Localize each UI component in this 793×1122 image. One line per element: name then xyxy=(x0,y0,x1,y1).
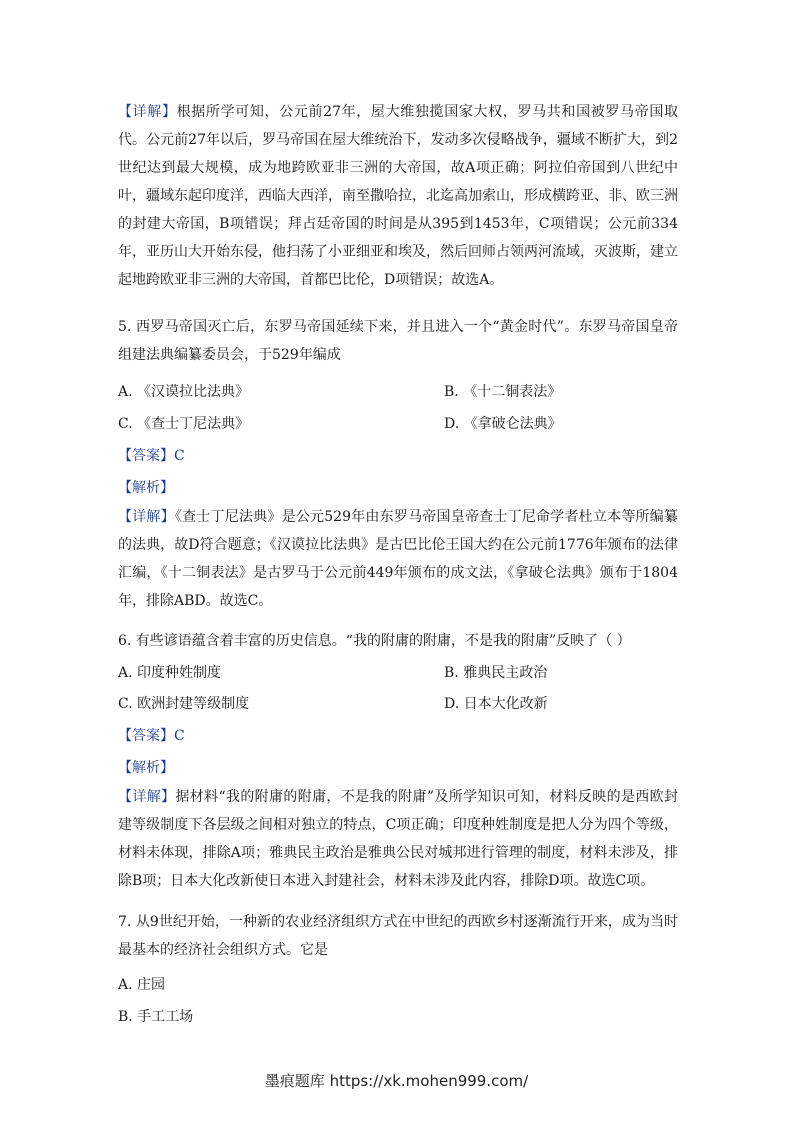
q5-option-b: B. 《十二铜表法》 xyxy=(444,384,562,400)
explanation-text: 根据所学可知，公元前27年，屋大维独揽国家大权，罗马共和国被罗马帝国取代。公元前27年以后，罗马帝国在屋大维统治下，发动多次侵略战争，疆域不断扩大，到2世纪达到最大规模，成为地跨欧亚非三洲的大帝国，故A项正确；阿拉伯帝国到八世纪中叶，疆域东起印度洋，西临大西洋，南至撒哈拉，北迄高加索山，形成横跨亚、非、欧三洲的封建大帝国，B项错误；拜占廷帝国的时间是从395到1453年，C项错误；公元前334年，亚历山大开始东侵，他扫荡了小亚细亚和埃及，然后回师占领两河流域，灭波斯，建立起地跨欧亚非三洲的大帝国，首都巴比伦，D项错误；故选A。 xyxy=(118,104,679,288)
explanation-tag: 【详解】 xyxy=(118,104,177,120)
q5-analysis-label: 【解析】 xyxy=(118,480,174,496)
q6-analysis-label: 【解析】 xyxy=(118,760,174,776)
q6-option-b: B. 雅典民主政治 xyxy=(444,665,548,681)
question-5-stem: 5. 西罗马帝国灭亡后，东罗马帝国延续下来，并且进入一个“黄金时代”。东罗马帝国皇帝组建法典编纂委员会，于529年编成 xyxy=(118,319,678,363)
q6-option-d: D. 日本大化改新 xyxy=(444,696,548,712)
q6-option-c: C. 欧洲封建等级制度 xyxy=(118,696,250,712)
explanation-tag: 【详解】 xyxy=(118,789,176,805)
q5-explanation xyxy=(118,503,678,615)
q5-option-c: C. 《查士丁尼法典》 xyxy=(118,416,250,432)
q7-option-a: A. 庄园 xyxy=(118,977,166,993)
q6-explanation xyxy=(118,783,678,895)
explanation-text: 据材料“我的附庸的附庸，不是我的附庸”及所学知识可知，材料反映的是西欧封建等级制度下各层级之间相对独立的特点，C项正确；印度种姓制度是把人分为四个等级，材料未体现，排除A项；雅典民主政治是雅典公民对城邦进行管理的制度，材料未涉及，排除B项；日本大化改新使日本进入封建社会，材料未涉及此内容，排除D项。故选C项。 xyxy=(118,789,679,889)
question-6-stem: 6. 有些谚语蕴含着丰富的历史信息。“我的附庸的附庸，不是我的附庸”反映了（ ） xyxy=(118,633,631,649)
q7-option-b: B. 手工工场 xyxy=(118,1009,194,1025)
explanation-text: 《查士丁尼法典》是公元529年由东罗马帝国皇帝查士丁尼命学者杜立本等所编纂的法典，故D符合题意；《汉谟拉比法典》是古巴比伦王国大约在公元前1776年颁布的法律汇编，《十二铜表法》是古罗马于公元前449年颁布的成文法，《拿破仑法典》颁布于1804年，排除ABD。故选C。 xyxy=(118,509,678,609)
footer-watermark: 墨痕题库 https://xk.mohen999.com/ xyxy=(264,1072,529,1090)
q6-option-a: A. 印度种姓制度 xyxy=(118,665,222,681)
q6-answer: 【答案】C xyxy=(118,728,185,744)
explanation-q4 xyxy=(118,98,678,294)
question-7-stem: 7. 从9世纪开始，一种新的农业经济组织方式在中世纪的西欧乡村逐渐流行开来，成为当时最基本的经济社会组织方式。它是 xyxy=(118,914,678,958)
explanation-tag: 【详解】 xyxy=(118,509,175,525)
q5-option-d: D. 《拿破仑法典》 xyxy=(444,416,562,432)
q5-answer: 【答案】C xyxy=(118,448,185,464)
q5-option-a: A. 《汉谟拉比法典》 xyxy=(118,384,250,400)
